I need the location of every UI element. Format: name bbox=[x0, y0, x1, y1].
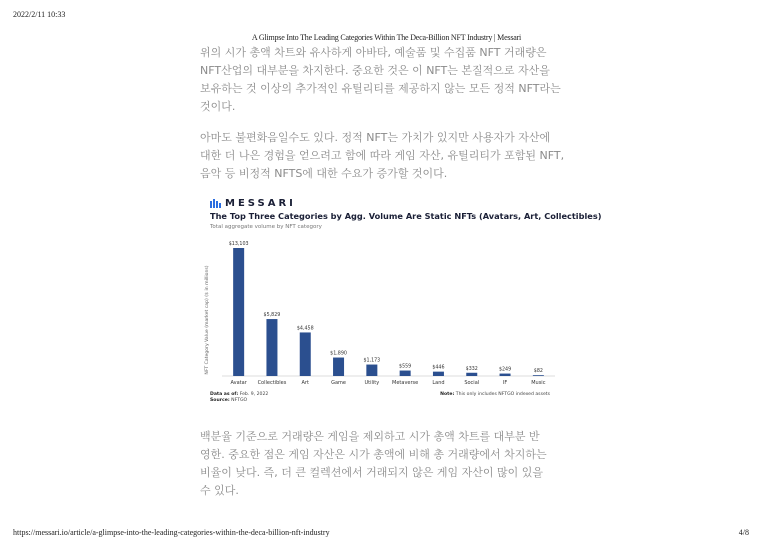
bar-land bbox=[433, 372, 444, 376]
print-footer-url[interactable]: https://messari.io/article/a-glimpse-into-the-leading-categories-within-the-deca-billion-nft-industry bbox=[13, 528, 330, 537]
bar-metaverse bbox=[400, 371, 411, 376]
paragraph-line: 아마도 불편화음일수도 있다. 정적 NFT는 가치가 있지만 사용자가 자산에 bbox=[200, 131, 551, 144]
bar-collectibles bbox=[266, 319, 277, 376]
brand-name: MESSARI bbox=[225, 198, 296, 209]
data-label: $1,173 bbox=[363, 358, 381, 364]
paragraph-1 bbox=[200, 44, 580, 116]
bar-utility bbox=[366, 365, 377, 376]
data-label: $13,103 bbox=[228, 242, 249, 247]
data-label: $1,890 bbox=[330, 351, 347, 357]
paragraph-line: 백분율 기준으로 거래량은 게임을 제외하고 시가 총액 차트를 대부분 반 bbox=[200, 430, 540, 443]
x-tick-label: Game bbox=[331, 380, 346, 386]
print-page-number: 4/8 bbox=[738, 528, 749, 537]
paragraph-line: 보유하는 것 이상의 추가적인 유틸리티를 제공하지 않는 모든 정적 NFT라는 bbox=[200, 82, 561, 95]
source-label: Source: bbox=[210, 398, 230, 403]
paragraph-3 bbox=[200, 428, 580, 500]
bar-avatar bbox=[233, 248, 244, 376]
chart-footnote-note bbox=[440, 392, 550, 397]
print-page-title: A Glimpse Into The Leading Categories Within The Deca-Billion NFT Industry | Messari bbox=[251, 33, 522, 42]
data-as-of-value: Feb. 9, 2022 bbox=[239, 392, 269, 397]
x-tick-label: Collectibles bbox=[257, 380, 287, 386]
data-label: $4,458 bbox=[296, 326, 314, 332]
bar-game bbox=[333, 358, 344, 376]
chart-title: The Top Three Categories by Agg. Volume Are Static NFTs (Avatars, Art, Collectibles) bbox=[210, 211, 602, 221]
chart-subtitle: Total aggregate volume by NFT category bbox=[210, 224, 322, 230]
note-label: Note: bbox=[440, 392, 455, 397]
source-value: NFTGO bbox=[231, 398, 248, 403]
paragraph-line: 대한 더 나은 경험을 얻으려고 함에 따라 게임 자산, 유틸리티가 포함된 NFT, bbox=[200, 149, 565, 162]
note-value: This only includes NFTGO indexed assets bbox=[455, 392, 550, 397]
bar-if bbox=[500, 374, 511, 376]
bar-chart bbox=[200, 192, 580, 392]
x-tick-label: Land bbox=[432, 380, 445, 386]
x-tick-label: Avatar bbox=[230, 380, 247, 386]
data-label: $446 bbox=[432, 365, 445, 371]
x-tick-label: Utility bbox=[364, 380, 380, 386]
paragraph-line: NFT산업의 대부분을 차지한다. 중요한 것은 이 NFT는 본질적으로 자산을 bbox=[200, 64, 550, 77]
paragraph-line: 것이다. bbox=[200, 100, 236, 113]
data-label: $249 bbox=[498, 367, 512, 373]
bar-social bbox=[466, 373, 477, 376]
chart-figure bbox=[200, 192, 602, 414]
x-tick-label: Metaverse bbox=[392, 380, 419, 386]
x-tick-label: IF bbox=[502, 380, 508, 386]
print-datetime: 2022/2/11 10:33 bbox=[13, 10, 66, 19]
paragraph-2 bbox=[200, 129, 580, 183]
data-label: $559 bbox=[399, 364, 412, 370]
paragraph-line: 비율이 낮다. 즉, 더 큰 컬렉션에서 거래되지 않은 게임 자산이 많이 있을 bbox=[200, 466, 543, 479]
x-tick-label: Social bbox=[464, 380, 480, 386]
data-label: $5,829 bbox=[263, 313, 281, 319]
paragraph-line: 수 있다. bbox=[200, 484, 239, 497]
bar-art bbox=[300, 332, 311, 376]
x-tick-label: Art bbox=[301, 380, 309, 386]
paragraph-line: 음악 등 비정적 NFTS에 대한 수요가 증가할 것이다. bbox=[200, 167, 448, 180]
chart-footnote-data bbox=[210, 392, 268, 404]
y-axis-label: NFT Category Value (market cap) ($ in millions) bbox=[205, 265, 210, 375]
x-tick-label: Music bbox=[531, 380, 546, 386]
data-label: $332 bbox=[465, 366, 478, 372]
paragraph-line: 영한. 중요한 점은 게임 자산은 시가 총액에 비해 총 거래량에서 차지하는 bbox=[200, 448, 547, 461]
paragraph-line: 위의 시가 총액 차트와 유사하게 아바타, 예술품 및 수집품 NFT 거래량은 bbox=[200, 46, 547, 59]
data-label: $82 bbox=[533, 369, 543, 375]
bar-music bbox=[533, 375, 544, 376]
data-as-of-label: Data as of: bbox=[210, 392, 239, 397]
